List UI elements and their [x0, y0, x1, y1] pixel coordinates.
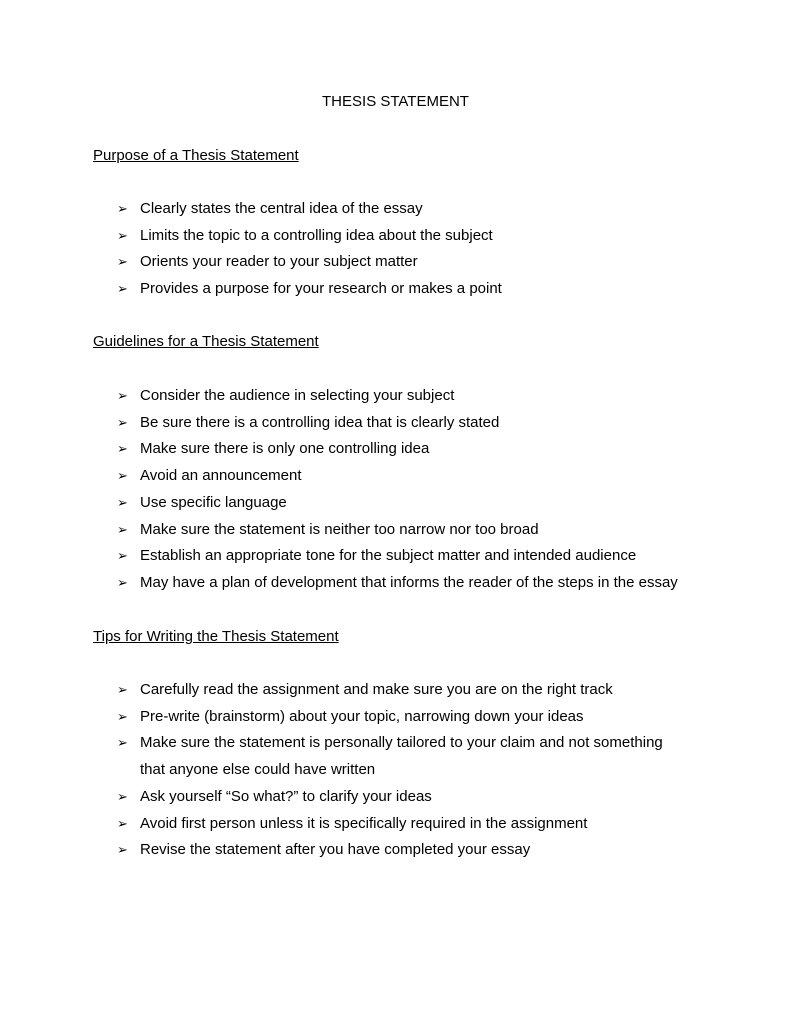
arrow-bullet-icon: ➢	[117, 254, 128, 270]
arrow-bullet-icon: ➢	[117, 842, 128, 858]
arrow-bullet-icon: ➢	[117, 708, 128, 724]
list-item-text: Orients your reader to your subject matter	[140, 253, 418, 271]
purpose-list	[117, 196, 717, 303]
arrow-bullet-icon: ➢	[117, 281, 128, 297]
list-item	[117, 196, 717, 223]
arrow-bullet-icon: ➢	[117, 788, 128, 804]
list-item	[117, 784, 687, 811]
section-heading-guidelines: Guidelines for a Thesis Statement	[93, 333, 319, 350]
arrow-bullet-icon: ➢	[117, 414, 128, 430]
list-item-text: Use specific language	[140, 493, 287, 511]
list-item	[117, 517, 717, 544]
tips-list	[117, 677, 687, 864]
list-item-text: Ask yourself “So what?” to clarify your ideas	[140, 787, 432, 805]
arrow-bullet-icon: ➢	[117, 682, 128, 697]
list-item	[117, 383, 717, 410]
list-item	[117, 463, 717, 490]
document-title: THESIS STATEMENT	[322, 93, 469, 110]
list-item	[117, 490, 717, 517]
arrow-bullet-icon: ➢	[117, 735, 128, 751]
guidelines-list	[117, 383, 717, 597]
arrow-bullet-icon: ➢	[117, 388, 128, 403]
arrow-bullet-icon: ➢	[117, 548, 128, 564]
arrow-bullet-icon: ➢	[117, 815, 128, 831]
list-item-text: Limits the topic to a controlling idea about the subject	[140, 226, 493, 244]
arrow-bullet-icon: ➢	[117, 468, 128, 484]
list-item-text: Establish an appropriate tone for the subject matter and intended audience	[140, 547, 637, 565]
arrow-bullet-icon: ➢	[117, 201, 128, 216]
arrow-bullet-icon: ➢	[117, 574, 128, 590]
list-item-text: Make sure the statement is personally tailored to your claim and not something that anyone else could have written	[140, 734, 663, 779]
list-item-text: Be sure there is a controlling idea that is clearly stated	[140, 413, 500, 431]
arrow-bullet-icon: ➢	[117, 227, 128, 243]
list-item	[117, 410, 717, 437]
list-item	[117, 223, 717, 250]
list-item	[117, 543, 717, 570]
list-item-text: Provides a purpose for your research or makes a point	[140, 280, 502, 298]
list-item-text: Pre-write (brainstorm) about your topic, narrowing down your ideas	[140, 707, 584, 725]
list-item-text: Make sure there is only one controlling idea	[140, 440, 430, 458]
arrow-bullet-icon: ➢	[117, 441, 128, 457]
list-item	[117, 570, 717, 597]
list-item-text: May have a plan of development that informs the reader of the steps in the essay	[140, 573, 678, 591]
section-heading-tips: Tips for Writing the Thesis Statement	[93, 628, 339, 645]
list-item	[117, 677, 687, 704]
list-item-text: Make sure the statement is neither too narrow nor too broad	[140, 520, 539, 538]
list-item	[117, 276, 717, 303]
arrow-bullet-icon: ➢	[117, 494, 128, 510]
list-item	[117, 811, 687, 838]
list-item	[117, 249, 717, 276]
list-item	[117, 704, 687, 731]
list-item-text: Consider the audience in selecting your subject	[140, 387, 455, 404]
list-item	[117, 837, 687, 864]
list-item-text: Revise the statement after you have completed your essay	[140, 841, 531, 859]
list-item	[117, 436, 717, 463]
arrow-bullet-icon: ➢	[117, 521, 128, 537]
list-item-text: Clearly states the central idea of the essay	[140, 200, 423, 217]
list-item-text: Avoid an announcement	[140, 467, 302, 485]
list-item-text: Avoid first person unless it is specifically required in the assignment	[140, 814, 588, 832]
list-item-text: Carefully read the assignment and make sure you are on the right track	[140, 681, 613, 698]
list-item	[117, 730, 687, 783]
section-heading-purpose: Purpose of a Thesis Statement	[93, 147, 299, 164]
